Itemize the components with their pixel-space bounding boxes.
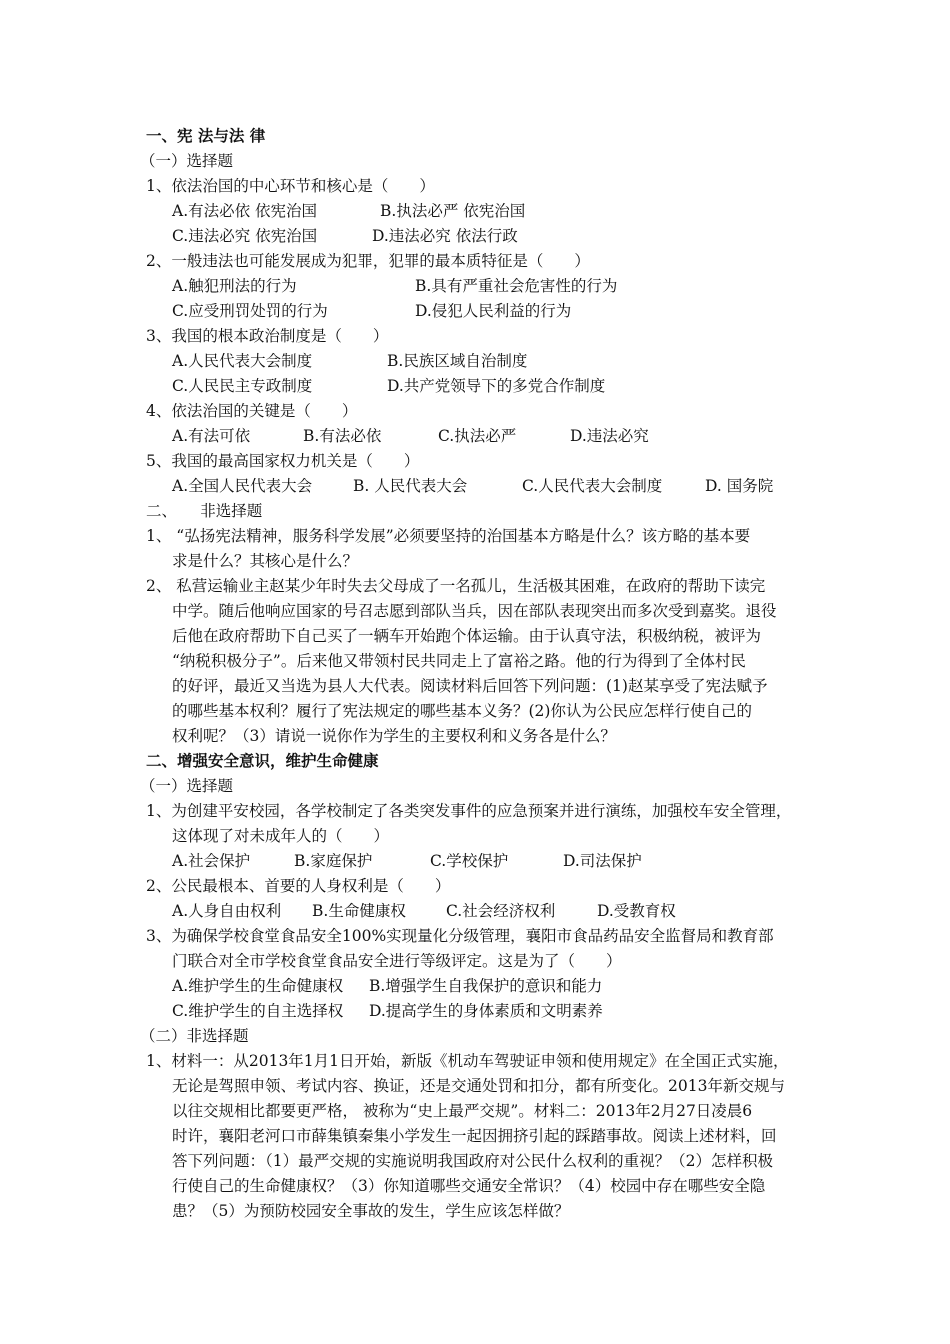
s2-q3-stem: 3、为确保学校食堂食品安全100%实现量化分级管理，襄阳市食品药品安全监督局和教育部 — [146, 927, 774, 945]
s2-q3-option-a: A.维护学生的生命健康权 — [172, 977, 344, 995]
s1-n2-line: 中学。随后他响应国家的号召志愿到部队当兵，因在部队表现突出而多次受到嘉奖。退役 — [172, 602, 777, 620]
s1-q1-stem: 1、依法治国的中心环节和核心是（ ） — [146, 177, 435, 195]
section-1-nonchoice-heading: 二、 非选择题 — [146, 502, 263, 520]
s1-n1-line: 1、 “弘扬宪法精神，服务科学发展”必须要坚持的治国基本方略是什么？该方略的基本要 — [146, 527, 751, 545]
s1-q4-option-b: B.有法必依 — [303, 427, 382, 445]
s1-q5-option-c: C.人民代表大会制度 — [522, 477, 663, 495]
s2-q1-option-d: D.司法保护 — [563, 852, 642, 870]
s1-q2-option-b: B.具有严重社会危害性的行为 — [415, 277, 618, 295]
s1-q5-option-d: D. 国务院 — [705, 477, 774, 495]
s1-n2-line: “纳税积极分子”。后来他又带领村民共同走上了富裕之路。他的行为得到了全体村民 — [172, 652, 746, 670]
s1-q5-option-b: B. 人民代表大会 — [353, 477, 468, 495]
section-2-title: 二、增强安全意识，维护生命健康 — [146, 751, 379, 770]
s2-q1-stem: 这体现了对未成年人的（ ） — [172, 827, 390, 845]
s1-q2-stem: 2、一般违法也可能发展成为犯罪，犯罪的最本质特征是（ ） — [146, 252, 590, 270]
s2-n1-line: 1、材料一：从2013年1月1日开始，新版《机动车驾驶证申领和使用规定》在全国正式实施， — [146, 1052, 789, 1070]
s1-q1-option-c: C.违法必究 依宪治国 — [172, 227, 318, 245]
s2-q3-option-b: B.增强学生自我保护的意识和能力 — [369, 977, 603, 995]
s1-q4-option-d: D.违法必究 — [570, 427, 649, 445]
s1-q1-option-b: B.执法必严 依宪治国 — [380, 202, 526, 220]
section-1-choice-heading: （一）选择题 — [140, 152, 234, 170]
s1-q5-option-a: A.全国人民代表大会 — [172, 477, 313, 495]
s1-n1-line: 求是什么？其核心是什么？ — [172, 552, 359, 570]
s2-q3-option-d: D.提高学生的身体素质和文明素养 — [369, 1002, 603, 1020]
s1-q2-option-a: A.触犯刑法的行为 — [172, 277, 297, 295]
s1-q1-option-d: D.违法必究 依法行政 — [372, 227, 518, 245]
s1-q5-stem: 5、我国的最高国家权力机关是（ ） — [146, 452, 420, 470]
s1-q1-option-a: A.有法必依 依宪治国 — [172, 202, 318, 220]
s2-q1-option-c: C.学校保护 — [430, 852, 509, 870]
s2-q2-option-b: B.生命健康权 — [312, 902, 406, 920]
s2-n1-line: 时许，襄阳老河口市薛集镇秦集小学发生一起因拥挤引起的踩踏事故。阅读上述材料，回 — [172, 1127, 777, 1145]
s1-q4-option-a: A.有法可依 — [172, 427, 251, 445]
s2-q3-option-c: C.维护学生的自主选择权 — [172, 1002, 344, 1020]
section-2-choice-heading: （一）选择题 — [140, 777, 234, 795]
s2-n1-line: 无论是驾照申领、考试内容、换证，还是交通处罚和扣分，都有所变化。2013年新交规与 — [172, 1077, 785, 1095]
s1-q2-option-d: D.侵犯人民利益的行为 — [415, 302, 572, 320]
s1-n2-line: 的好评，最近又当选为县人大代表。阅读材料后回答下列问题：(1)赵某享受了宪法赋予 — [172, 677, 768, 695]
s1-n2-line: 权利呢？（3）请说一说你作为学生的主要权利和义务各是什么？ — [172, 727, 616, 745]
s1-n2-line: 的哪些基本权利？履行了宪法规定的哪些基本义务？(2)你认为公民应怎样行使自己的 — [172, 702, 752, 720]
s1-q2-option-c: C.应受刑罚处罚的行为 — [172, 302, 328, 320]
s1-q4-option-c: C.执法必严 — [438, 427, 517, 445]
s1-q3-option-b: B.民族区域自治制度 — [387, 352, 528, 370]
s1-q3-option-c: C.人民民主专政制度 — [172, 377, 313, 395]
s1-q4-stem: 4、依法治国的关键是（ ） — [146, 402, 358, 420]
s1-q3-stem: 3、我国的根本政治制度是（ ） — [146, 327, 389, 345]
s2-q2-option-d: D.受教育权 — [597, 902, 676, 920]
s2-q1-stem: 1、为创建平安校园，各学校制定了各类突发事件的应急预案并进行演练，加强校车安全管理， — [146, 802, 792, 820]
s1-q3-option-d: D.共产党领导下的多党合作制度 — [387, 377, 606, 395]
s2-n1-line: 答下列问题：（1）最严交规的实施说明我国政府对公民什么权利的重视？（2）怎样积极 — [172, 1152, 773, 1170]
s2-q2-stem: 2、公民最根本、首要的人身权利是（ ） — [146, 877, 451, 895]
s2-q2-option-a: A.人身自由权利 — [172, 902, 282, 920]
s1-q3-option-a: A.人民代表大会制度 — [172, 352, 313, 370]
s2-n1-line: 患？（5）为预防校园安全事故的发生，学生应该怎样做？ — [172, 1202, 570, 1220]
s2-n1-line: 行使自己的生命健康权？（3）你知道哪些交通安全常识？（4）校园中存在哪些安全隐 — [172, 1177, 766, 1195]
s2-q1-option-b: B.家庭保护 — [294, 852, 373, 870]
section-2-nonchoice-heading: （二）非选择题 — [140, 1027, 249, 1045]
s2-n1-line: 以往交规相比都要更严格， 被称为“史上最严交规”。材料二：2013年2月27日凌晨6 — [172, 1102, 753, 1120]
s2-q2-option-c: C.社会经济权利 — [446, 902, 556, 920]
s1-n2-line: 2、 私营运输业主赵某少年时失去父母成了一名孤儿，生活极其困难，在政府的帮助下读完 — [146, 577, 766, 595]
s2-q3-stem: 门联合对全市学校食堂食品安全进行等级评定。这是为了（ ） — [172, 952, 622, 970]
section-1-title: 一、宪 法与法 律 — [146, 126, 266, 145]
s1-n2-line: 后他在政府帮助下自己买了一辆车开始跑个体运输。由于认真守法，积极纳税，被评为 — [172, 627, 762, 645]
s2-q1-option-a: A.社会保护 — [172, 852, 251, 870]
